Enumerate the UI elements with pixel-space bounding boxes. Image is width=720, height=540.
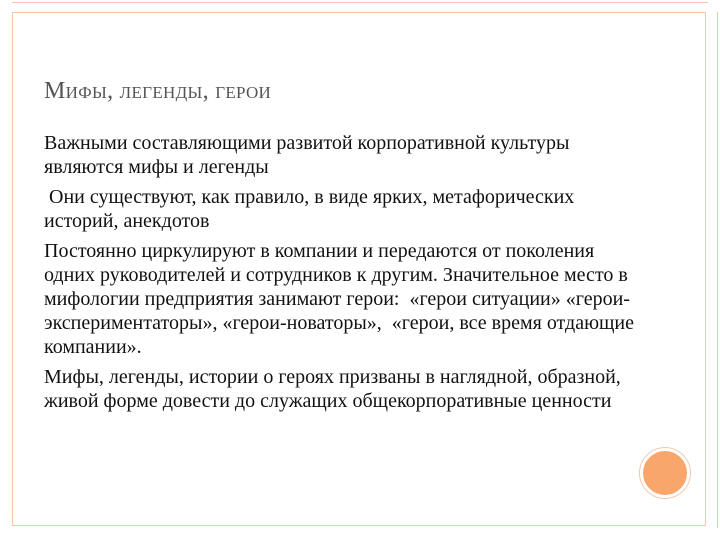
slide-title: Мифы, легенды, герои [44, 78, 272, 104]
paragraph-4: Мифы, легенды, истории о героях призваны в наглядной, образной, живой форме довести до служащих общекорпоративные ценности [44, 366, 626, 412]
paragraph-2: Они существуют, как правило, в виде ярких, метафорических историй, анекдотов [44, 186, 580, 232]
paragraph-3: Постоянно циркулируют в компании и передаются от поколения одних руководителей и сотрудников к другим. Значительное место в мифологии предприятия занимают герои: «герои ситуации» «герои-экспериментаторы», «герои-новаторы», «герои, все время отдающие компании». [44, 240, 639, 358]
decorative-circle [640, 448, 690, 498]
paragraph-1: Важными составляющими развитой корпоративной культуры являются мифы и легенды [44, 132, 575, 178]
slide-body [44, 131, 639, 419]
side-decorative-line [717, 12, 718, 528]
top-decorative-line [12, 2, 708, 3]
